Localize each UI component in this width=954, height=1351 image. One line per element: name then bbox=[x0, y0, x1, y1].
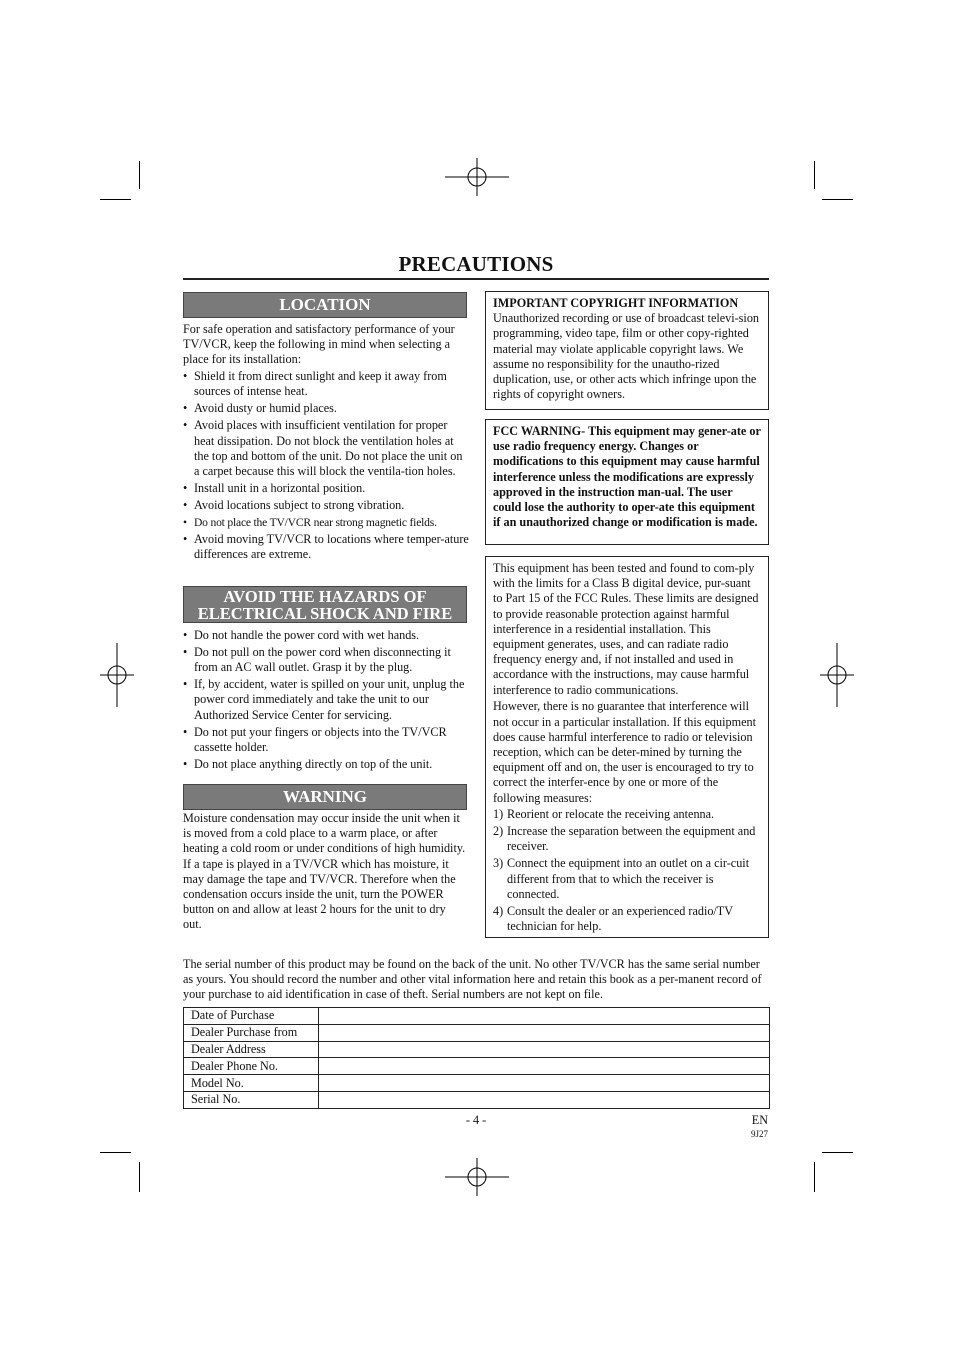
table-row bbox=[184, 1008, 770, 1025]
title-divider bbox=[183, 278, 769, 280]
table-row bbox=[184, 1091, 770, 1108]
list-item: 4) Consult the dealer or an experienced radio/TV technician for help. bbox=[493, 903, 733, 934]
table-row bbox=[184, 1075, 770, 1092]
hazards-list bbox=[183, 628, 469, 772]
fcc-notice-para1: This equipment has been tested and found to com-ply with the limits for a Class B digital device, pur-suant to Part 15 of the FCC Rules. These limits are designed to provide reasonable protection against harmful interference in a residential installation. This equipment generates, uses, and can radiate radio frequency energy and, if not installed and used in accordance with the instructions, may cause harmful interference to radio communications. bbox=[493, 561, 759, 697]
row-label: Date of Purchase bbox=[184, 1008, 319, 1025]
list-item: • Do not place the TV/VCR near strong magnetic fields. bbox=[183, 515, 469, 530]
fcc-measures-list bbox=[493, 807, 761, 934]
list-item: • Avoid locations subject to strong vibration. bbox=[183, 498, 469, 513]
list-item: 2) Increase the separation between the equipment and receiver. bbox=[493, 824, 756, 854]
warning-section bbox=[183, 811, 467, 933]
table-row bbox=[184, 1024, 770, 1041]
warning-heading: WARNING bbox=[183, 784, 467, 810]
row-value-field[interactable] bbox=[319, 1024, 770, 1041]
fcc-warning-box bbox=[485, 419, 769, 545]
list-item: • Avoid dusty or humid places. bbox=[183, 401, 469, 416]
table-row bbox=[184, 1058, 770, 1075]
registration-mark-bottom bbox=[445, 1158, 509, 1196]
row-label: Dealer Address bbox=[184, 1041, 319, 1058]
list-item: • Do not handle the power cord with wet hands. bbox=[183, 628, 469, 643]
row-label: Dealer Purchase from bbox=[184, 1024, 319, 1041]
location-list bbox=[183, 369, 469, 562]
table-row bbox=[184, 1041, 770, 1058]
fcc-notice-box bbox=[485, 556, 769, 938]
location-heading: LOCATION bbox=[183, 292, 467, 318]
warning-text: Moisture condensation may occur inside the unit when it is moved from a cold place to a warm place, or after heating a cold room or under conditions of high humidity. If a tape is played in a TV/VCR which has moisture, it may damage the tape and TV/VCR. Therefore when the condensation occurs inside the unit, turn the POWER button on and allow at least 2 hours for the unit to dry out. bbox=[183, 811, 466, 932]
list-item: • Avoid places with insufficient ventilation for proper heat dissipation. Do not block the ventilation holes at the top and bottom of the unit. Do not place the unit on a carpet because this will block the ventila-tion holes. bbox=[183, 418, 469, 479]
list-item: • Install unit in a horizontal position. bbox=[183, 481, 469, 496]
fcc-notice-para2: However, there is no guarantee that interference will not occur in a particular installation. If this equipment does cause harmful interference to radio or television reception, which can be deter-mined by turning the equipment off and on, the user is encouraged to try to correct the interfer-ence by one or more of the following measures: bbox=[493, 699, 756, 805]
serial-note: The serial number of this product may be found on the back of the unit. No other TV/VCR has the same serial number as yours. You should record the number and other vital information here and retain this book as a per-manent record of your purchase to aid identification in case of theft. Serial numbers are not kept on file. bbox=[183, 957, 762, 1002]
row-value-field[interactable] bbox=[319, 1008, 770, 1025]
fcc-warning-text: FCC WARNING- This equipment may gener-ate or use radio frequency energy. Changes or modifications to this equipment may cause harmful interference unless the modifications are expressly approved in the instruction man-ual. The user could lose the authority to oper-ate this equipment if an unauthorized change or modification is made. bbox=[493, 424, 761, 530]
row-value-field[interactable] bbox=[319, 1058, 770, 1075]
page-number: - 4 - bbox=[465, 1113, 487, 1127]
registration-mark-left bbox=[100, 643, 134, 707]
page-title: PRECAUTIONS bbox=[398, 252, 554, 276]
list-item: • Do not pull on the power cord when disconnecting it from an AC wall outlet. Grasp it by the plug. bbox=[183, 645, 469, 675]
copyright-heading: IMPORTANT COPYRIGHT INFORMATION bbox=[493, 296, 739, 310]
hazards-section bbox=[183, 628, 469, 774]
list-item: 1) Reorient or relocate the receiving antenna. bbox=[493, 807, 715, 822]
location-intro: For safe operation and satisfactory performance of your TV/VCR, keep the following in mind when selecting a place for its installation: bbox=[183, 322, 455, 367]
row-label: Serial No. bbox=[184, 1091, 319, 1108]
list-item: • Avoid moving TV/VCR to locations where temper-ature differences are extreme. bbox=[183, 532, 469, 562]
registration-mark-right bbox=[820, 643, 854, 707]
list-item: 3) Connect the equipment into an outlet on a cir-cuit different from that to which the receiver is connected. bbox=[493, 856, 750, 901]
copyright-box bbox=[485, 291, 769, 410]
location-section bbox=[183, 322, 469, 564]
copyright-text: Unauthorized recording or use of broadcast televi-sion programming, video tape, film or other copy-righted material may violate applicable copyright laws. We assume no responsibility for the unautho-rized duplication, use, or other acts which infringe upon the rights of copyright owners. bbox=[493, 311, 760, 402]
list-item: • If, by accident, water is spilled on your unit, unplug the power cord immediately and take the unit to our Authorized Service Center for servicing. bbox=[183, 677, 469, 723]
hazards-heading: AVOID THE HAZARDS OF ELECTRICAL SHOCK AND FIRE bbox=[183, 586, 467, 623]
row-label: Model No. bbox=[184, 1075, 319, 1092]
language-code: EN bbox=[751, 1113, 768, 1127]
purchase-record-table bbox=[183, 1007, 770, 1109]
row-value-field[interactable] bbox=[319, 1075, 770, 1092]
row-label: Dealer Phone No. bbox=[184, 1058, 319, 1075]
row-value-field[interactable] bbox=[319, 1091, 770, 1108]
document-code: 9J27 bbox=[750, 1129, 768, 1139]
list-item: • Shield it from direct sunlight and keep it away from sources of intense heat. bbox=[183, 369, 469, 399]
registration-mark-top bbox=[445, 158, 509, 196]
list-item: • Do not place anything directly on top of the unit. bbox=[183, 757, 469, 772]
list-item: • Do not put your fingers or objects into the TV/VCR cassette holder. bbox=[183, 725, 469, 755]
row-value-field[interactable] bbox=[319, 1041, 770, 1058]
